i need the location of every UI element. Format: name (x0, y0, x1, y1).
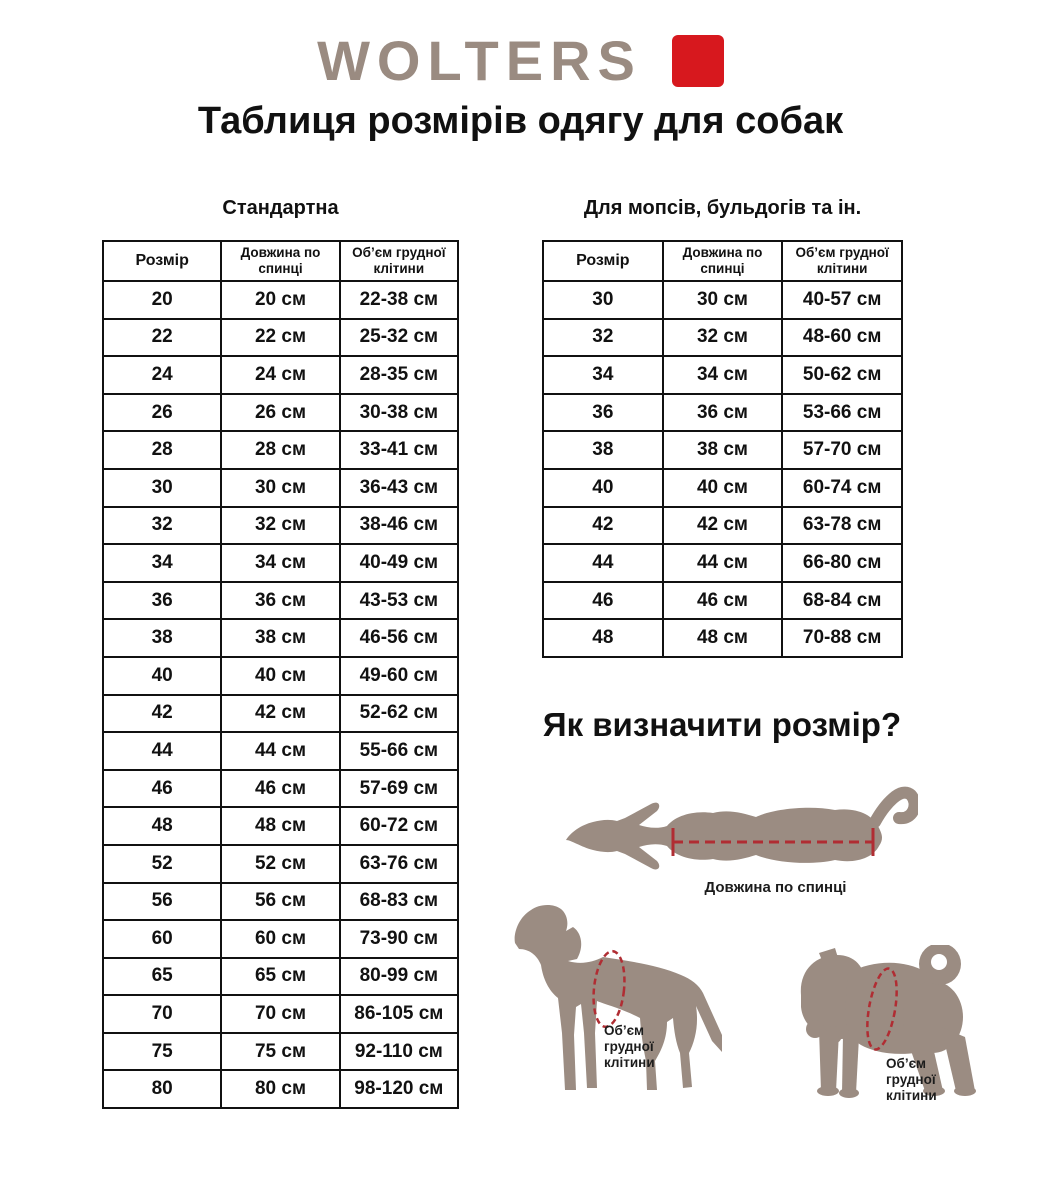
dog-mouth-notch (507, 948, 523, 960)
size-row (543, 319, 902, 357)
size-cell: 40-57 см (782, 281, 902, 319)
size-row (103, 319, 458, 357)
size-cell: 53-66 см (782, 394, 902, 432)
size-cell: 43-53 см (340, 582, 458, 620)
size-row (103, 920, 458, 958)
column-header: Довжина по спинці (663, 241, 783, 281)
size-row (103, 431, 458, 469)
size-cell: 42 см (663, 507, 783, 545)
size-cell: 46 см (663, 582, 783, 620)
size-cell: 68-84 см (782, 582, 902, 620)
size-row (543, 356, 902, 394)
size-cell: 75 см (221, 1033, 339, 1071)
size-row (103, 770, 458, 808)
size-cell: 73-90 см (340, 920, 458, 958)
size-cell: 38-46 см (340, 507, 458, 545)
size-cell: 48 см (221, 807, 339, 845)
size-cell: 32 (543, 319, 663, 357)
size-cell: 26 см (221, 394, 339, 432)
size-cell: 36 см (663, 394, 783, 432)
size-cell: 70-88 см (782, 619, 902, 657)
size-cell: 60-74 см (782, 469, 902, 507)
size-cell: 56 (103, 883, 221, 921)
size-cell: 46-56 см (340, 619, 458, 657)
header-row (103, 241, 458, 281)
size-cell: 60 см (221, 920, 339, 958)
size-cell: 49-60 см (340, 657, 458, 695)
brand-logo-red-square (672, 35, 724, 87)
size-row (103, 807, 458, 845)
chest-girth-label-right: Об’єм грудної клітини (886, 1056, 937, 1103)
size-cell: 44 см (663, 544, 783, 582)
size-cell: 20 см (221, 281, 339, 319)
size-cell: 70 (103, 995, 221, 1033)
size-row (103, 732, 458, 770)
standard-size-table (102, 240, 459, 1109)
size-cell: 86-105 см (340, 995, 458, 1033)
size-row (103, 394, 458, 432)
column-header: Об’єм грудної клітини (340, 241, 458, 281)
size-cell: 40 (103, 657, 221, 695)
section-title-pugs-bulldogs: Для мопсів, бульдогів та ін. (583, 197, 862, 219)
size-cell: 28-35 см (340, 356, 458, 394)
size-cell: 44 (543, 544, 663, 582)
size-cell: 66-80 см (782, 544, 902, 582)
size-cell: 32 (103, 507, 221, 545)
brand-logo-text: WOLTERS (317, 29, 642, 92)
size-row (103, 995, 458, 1033)
size-row (103, 544, 458, 582)
size-cell: 60-72 см (340, 807, 458, 845)
size-cell: 42 (103, 695, 221, 733)
size-row (543, 619, 902, 657)
size-cell: 52-62 см (340, 695, 458, 733)
column-header: Довжина по спинці (221, 241, 339, 281)
pug-tail-hole (931, 954, 947, 970)
size-cell: 46 (103, 770, 221, 808)
column-header: Об’єм грудної клітини (782, 241, 902, 281)
size-cell: 80 (103, 1070, 221, 1108)
back-length-label: Довжина по спинці (704, 879, 847, 896)
size-cell: 34 см (221, 544, 339, 582)
dog-top-view-tail (875, 793, 915, 822)
size-row (543, 507, 902, 545)
size-row (543, 431, 902, 469)
size-cell: 38 (103, 619, 221, 657)
size-cell: 80 см (221, 1070, 339, 1108)
size-cell: 63-76 см (340, 845, 458, 883)
size-cell: 22-38 см (340, 281, 458, 319)
size-row (543, 281, 902, 319)
size-cell: 80-99 см (340, 958, 458, 996)
size-cell: 30 (543, 281, 663, 319)
section-title-standard: Стандартна (222, 197, 339, 219)
size-cell: 34 см (663, 356, 783, 394)
size-cell: 75 (103, 1033, 221, 1071)
size-cell: 36 см (221, 582, 339, 620)
size-row (103, 958, 458, 996)
brand-logo (0, 29, 1041, 92)
size-cell: 52 см (221, 845, 339, 883)
size-cell: 57-70 см (782, 431, 902, 469)
header-row (543, 241, 902, 281)
size-cell: 36-43 см (340, 469, 458, 507)
size-cell: 40 см (221, 657, 339, 695)
size-cell: 34 (103, 544, 221, 582)
size-cell: 25-32 см (340, 319, 458, 357)
size-row (103, 883, 458, 921)
size-cell: 44 (103, 732, 221, 770)
size-cell: 52 (103, 845, 221, 883)
size-cell: 38 (543, 431, 663, 469)
chest-girth-label-left: Об’єм грудної клітини (604, 1023, 655, 1070)
size-cell: 55-66 см (340, 732, 458, 770)
size-cell: 36 (543, 394, 663, 432)
size-cell: 68-83 см (340, 883, 458, 921)
size-cell: 46 (543, 582, 663, 620)
size-cell: 40 см (663, 469, 783, 507)
size-cell: 34 (543, 356, 663, 394)
size-cell: 20 (103, 281, 221, 319)
size-cell: 48 (543, 619, 663, 657)
pug-size-table (542, 240, 903, 658)
size-cell: 65 см (221, 958, 339, 996)
size-row (103, 582, 458, 620)
size-cell: 65 (103, 958, 221, 996)
dog-top-view-silhouette (566, 803, 882, 870)
size-cell: 24 см (221, 356, 339, 394)
size-cell: 70 см (221, 995, 339, 1033)
size-cell: 28 (103, 431, 221, 469)
size-cell: 40 (543, 469, 663, 507)
size-cell: 63-78 см (782, 507, 902, 545)
size-cell: 30 (103, 469, 221, 507)
size-cell: 92-110 см (340, 1033, 458, 1071)
size-row (543, 469, 902, 507)
size-row (543, 544, 902, 582)
column-header: Розмір (103, 241, 221, 281)
size-row (103, 507, 458, 545)
size-cell: 30 см (663, 281, 783, 319)
size-row (103, 1033, 458, 1071)
size-row (103, 695, 458, 733)
size-cell: 24 (103, 356, 221, 394)
size-cell: 42 см (221, 695, 339, 733)
size-cell: 60 (103, 920, 221, 958)
size-cell: 38 см (221, 619, 339, 657)
size-cell: 22 см (221, 319, 339, 357)
dog-top-view-illustration (563, 776, 918, 881)
size-cell: 28 см (221, 431, 339, 469)
size-cell: 36 (103, 582, 221, 620)
size-cell: 57-69 см (340, 770, 458, 808)
size-row (543, 394, 902, 432)
size-cell: 38 см (663, 431, 783, 469)
size-row (103, 845, 458, 883)
size-cell: 50-62 см (782, 356, 902, 394)
size-cell: 48 (103, 807, 221, 845)
size-cell: 22 (103, 319, 221, 357)
size-cell: 48-60 см (782, 319, 902, 357)
size-row (103, 619, 458, 657)
size-row (103, 281, 458, 319)
size-cell: 42 (543, 507, 663, 545)
size-row (103, 356, 458, 394)
page-title: Таблиця розмірів одягу для собак (197, 100, 844, 142)
size-row (103, 657, 458, 695)
size-cell: 30-38 см (340, 394, 458, 432)
size-row (543, 582, 902, 620)
size-cell: 46 см (221, 770, 339, 808)
size-cell: 56 см (221, 883, 339, 921)
size-row (103, 1070, 458, 1108)
size-cell: 44 см (221, 732, 339, 770)
size-cell: 30 см (221, 469, 339, 507)
size-cell: 32 см (221, 507, 339, 545)
size-row (103, 469, 458, 507)
size-cell: 32 см (663, 319, 783, 357)
size-cell: 33-41 см (340, 431, 458, 469)
size-cell: 48 см (663, 619, 783, 657)
size-cell: 98-120 см (340, 1070, 458, 1108)
guide-heading: Як визначити розмір? (542, 706, 902, 743)
size-cell: 40-49 см (340, 544, 458, 582)
column-header: Розмір (543, 241, 663, 281)
size-cell: 26 (103, 394, 221, 432)
